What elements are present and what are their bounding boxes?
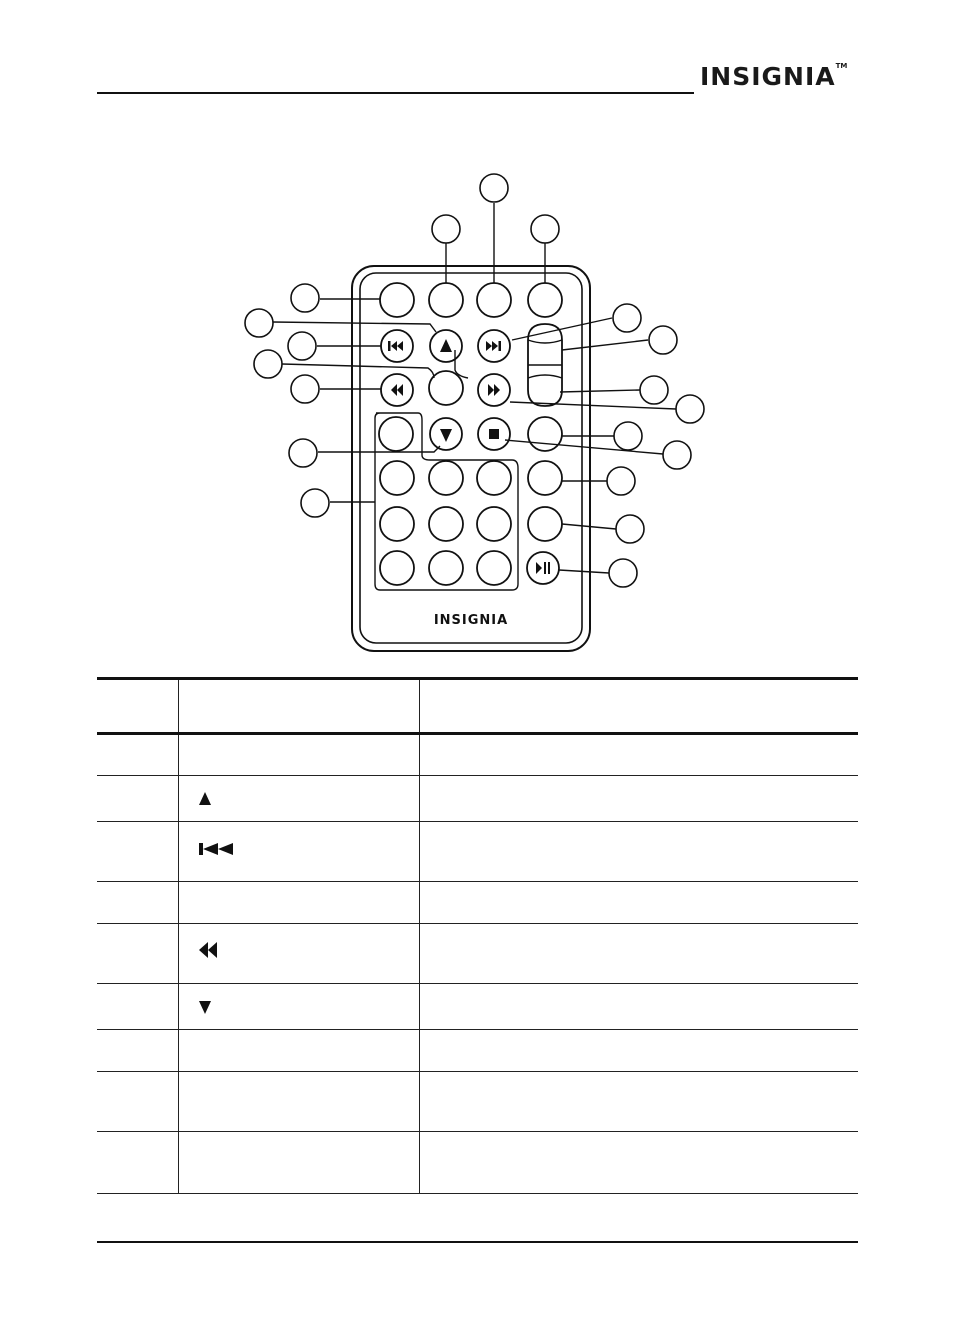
keypad-button[interactable] [380,461,414,495]
remote-button-side-1[interactable] [528,417,562,451]
table-header-cell [420,679,859,734]
button-description-table [97,677,858,1194]
table-row [97,822,858,882]
table-cell [179,924,420,984]
table-cell [420,1030,859,1072]
table-cell [97,776,179,822]
table-cell [420,924,859,984]
table-header-cell [179,679,420,734]
table-cell [97,984,179,1030]
remote-button-side-3[interactable] [528,507,562,541]
keypad-button[interactable] [380,551,414,585]
table-cell [97,1132,179,1194]
keypad-button[interactable] [380,507,414,541]
table-row [97,924,858,984]
table-row [97,1132,858,1194]
table-cell [420,984,859,1030]
table-cell [179,882,420,924]
table-cell [179,776,420,822]
table-cell [179,1030,420,1072]
table-cell [420,776,859,822]
remote-button-1[interactable] [380,283,414,317]
keypad-button[interactable] [477,551,511,585]
table-cell [97,734,179,776]
keypad-button[interactable] [429,551,463,585]
table-header-cell [97,679,179,734]
table-cell [97,882,179,924]
remote-button-2[interactable] [429,283,463,317]
keypad-button[interactable] [429,507,463,541]
remote-button-3[interactable] [477,283,511,317]
rewind-icon [199,942,219,962]
keypad-button[interactable] [477,507,511,541]
table-cell [179,1072,420,1132]
keypad-button[interactable] [477,461,511,495]
table-cell [97,1030,179,1072]
table-row [97,1072,858,1132]
table-cell [179,984,420,1030]
table-row [97,882,858,924]
table-cell [420,734,859,776]
table-cell [420,1132,859,1194]
table-cell [179,1132,420,1194]
play-pause-button[interactable] [527,552,559,584]
previous-track-icon [199,840,235,860]
remote-brand-logo: INSIGNIA [433,613,509,628]
table-row [97,776,858,822]
table-row [97,984,858,1030]
remote-button-mode[interactable] [379,417,413,451]
table-row [97,734,858,776]
table-cell [420,882,859,924]
footer-rule [97,1241,858,1243]
table-cell [97,1072,179,1132]
stop-icon [489,429,499,439]
keypad-button[interactable] [429,461,463,495]
table-cell [420,822,859,882]
remote-button-4[interactable] [528,283,562,317]
table-cell [179,734,420,776]
table-cell [97,924,179,984]
table-cell [420,1072,859,1132]
table-cell [97,822,179,882]
up-arrow-icon [199,790,211,810]
table-cell [179,822,420,882]
table-row [97,1030,858,1072]
remote-button-side-2[interactable] [528,461,562,495]
down-arrow-icon [199,998,211,1018]
brand-logo: INSIGNIA™ [700,62,848,91]
table-header-row [97,679,858,734]
